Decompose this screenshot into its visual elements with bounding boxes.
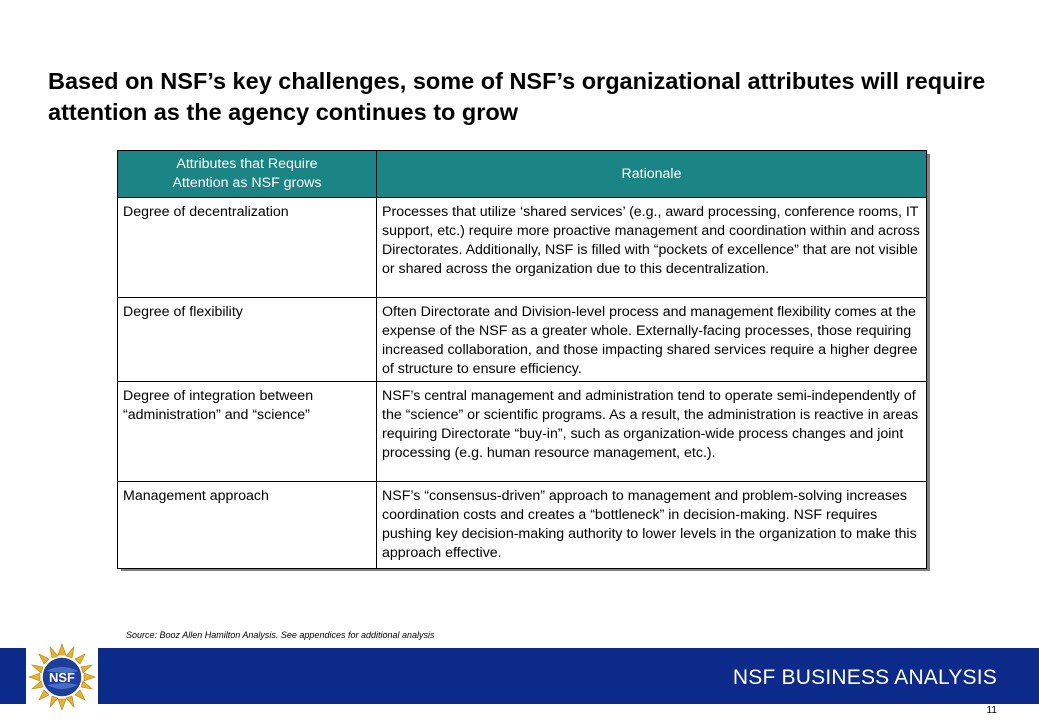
logo-text: NSF <box>49 670 75 685</box>
attribute-cell: Degree of integration between “administration” and “science” <box>118 382 377 482</box>
table-row <box>118 198 927 298</box>
table-row <box>118 298 927 382</box>
nsf-logo <box>26 642 98 712</box>
attribute-cell: Degree of flexibility <box>118 298 377 382</box>
nsf-seal-icon <box>26 642 98 712</box>
slide-title: Based on NSF’s key challenges, some of NSF’s organizational attributes will require attention as the agency continues to grow <box>48 68 986 125</box>
attribute-cell: Management approach <box>118 482 377 569</box>
attributes-table <box>117 150 927 569</box>
attributes-table-container <box>117 150 926 567</box>
source-note: Source: Booz Allen Hamilton Analysis. See appendices for additional analysis <box>126 630 435 640</box>
header-attributes: Attributes that Require Attention as NSF grows <box>118 151 377 198</box>
table-row <box>118 482 927 569</box>
table-header-row <box>118 151 927 198</box>
rationale-cell: NSF’s central management and administration tend to operate semi-independently of the “science” or scientific programs. As a result, the administration is reactive in areas requiring Directorate “buy-in”, such as organization-wide process changes and joint processing (e.g. human resource management, etc.). <box>377 382 927 482</box>
rationale-cell: Processes that utilize ‘shared services’ (e.g., award processing, conference rooms, IT support, etc.) require more proactive management and coordination within and across Directorates. Additionally, NSF is filled with “pockets of excellence” that are not visible or shared across the organization due to this decentralization. <box>377 198 927 298</box>
rationale-cell: Often Directorate and Division-level process and management flexibility comes at the expense of the NSF as a greater whole. Externally-facing processes, those requiring increased collaboration, and those impacting shared services require a higher degree of structure to ensure efficiency. <box>377 298 927 382</box>
footer-label: NSF BUSINESS ANALYSIS <box>732 666 997 689</box>
page-number: 11 <box>986 705 997 716</box>
header-rationale: Rationale <box>377 151 927 198</box>
attribute-cell: Degree of decentralization <box>118 198 377 298</box>
table-row <box>118 382 927 482</box>
rationale-cell: NSF’s “consensus-driven” approach to management and problem-solving increases coordination costs and creates a “bottleneck” in decision-making. NSF requires pushing key decision-making authority to lower levels in the organization to make this approach effective. <box>377 482 927 569</box>
